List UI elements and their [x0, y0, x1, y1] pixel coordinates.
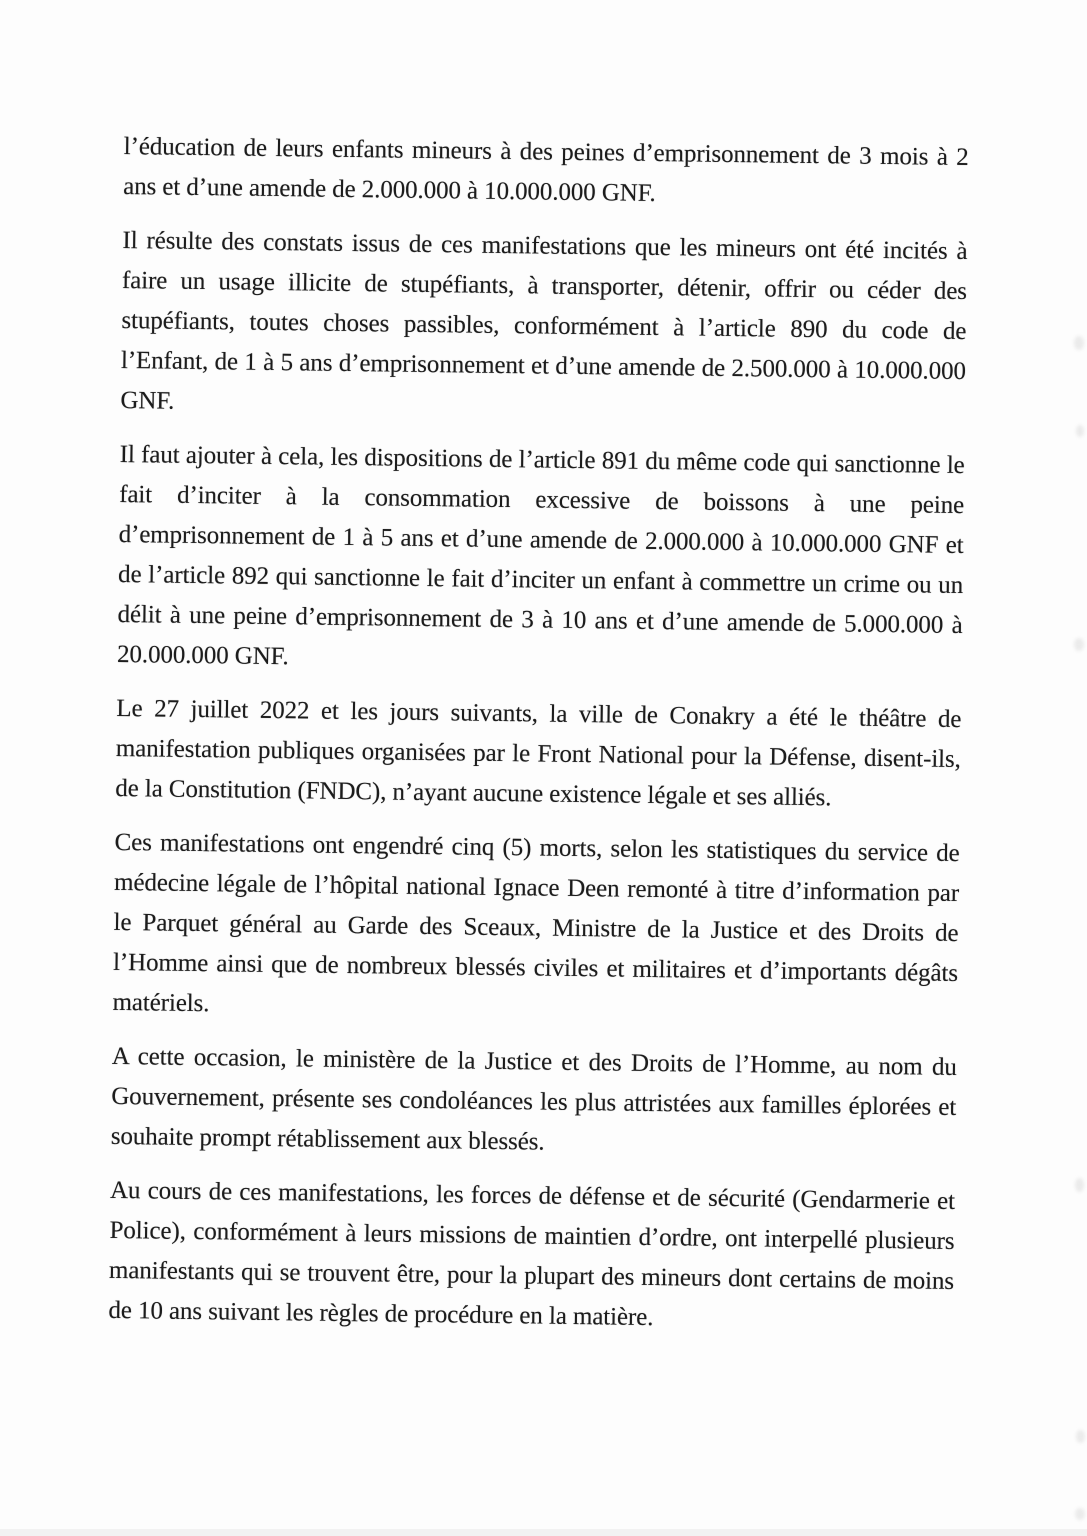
- paragraph-3: Il faut ajouter à cela, les dispositions de l’article 891 du même code qui sanctionne le fait d’inciter à la consommation excessive de boissons à une peine d’emprisonnement de 1 à 5 ans et d’une amende de 2.000.000 à 10.000.000 GNF et de l’article 892 qui sanctionne le fait d’inciter un enfant à commettre un crime ou un délit à une peine d’emprisonnement de 3 à 10 ans et d’une amende de 5.000.000 à 20.000.000 GNF.: [116, 440, 965, 671]
- scan-artifact: [1075, 1178, 1084, 1192]
- page-bottom-edge: [0, 1529, 1087, 1536]
- paragraph-6: A cette occasion, le ministère de la Justice et des Droits de l’Homme, au nom du Gouvernement, présente ses condoléances les plus attristées aux familles éplorées et souhaite prompt rétablissement aux blessés.: [110, 1042, 957, 1156]
- document-body: [108, 127, 969, 1356]
- paragraph-4: Le 27 juillet 2022 et les jours suivants, la ville de Conakry a été le théâtre de manifestation publiques organisées par le Front National pour la Défense, disent-ils, de la Constitution (FNDC), n’ayant aucune existence légale et ses alliés.: [115, 694, 962, 812]
- paragraph-1: l’éducation de leurs enfants mineurs à des peines d’emprisonnement de 3 mois à 2 ans et d’une amende de 2.000.000 à 10.000.000 GNF.: [123, 132, 969, 207]
- scan-artifact: [1076, 1430, 1085, 1443]
- paragraph-7: Au cours de ces manifestations, les forces de défense et de sécurité (Gendarmerie et Police), conformément à leurs missions de maintien d’ordre, ont interpellé plusieurs manifestants qui se trouvent être, pour la plupart des mineurs dont certains de moins de 10 ans suivant les règles de procédure en la matière.: [108, 1176, 956, 1332]
- scan-artifact: [1075, 1508, 1085, 1520]
- scan-artifact: [1074, 638, 1084, 651]
- paragraph-5: Ces manifestations ont engendré cinq (5) morts, selon les statistiques du service de médecine légale de l’hôpital national Ignace Deen remonté à titre d’information par le Parquet général au Garde des Sceaux, Ministre de la Justice et des Droits de l’Homme ainsi que de nombreux blessés civiles et militaires et d’importants dégâts matériels.: [112, 828, 960, 1018]
- scan-artifact: [1074, 336, 1084, 350]
- scan-artifact: [1076, 425, 1084, 437]
- paragraph-2: Il résulte des constats issus de ces manifestations que les mineurs ont été incités à faire un usage illicite de stupéfiants, à transporter, détenir, offrir ou céder des stupéfiants, toutes choses passibles, conformément à l’article 890 du code de l’Enfant, de 1 à 5 ans d’emprisonnement et d’une amende de 2.500.000 à 10.000.000 GNF.: [120, 226, 968, 415]
